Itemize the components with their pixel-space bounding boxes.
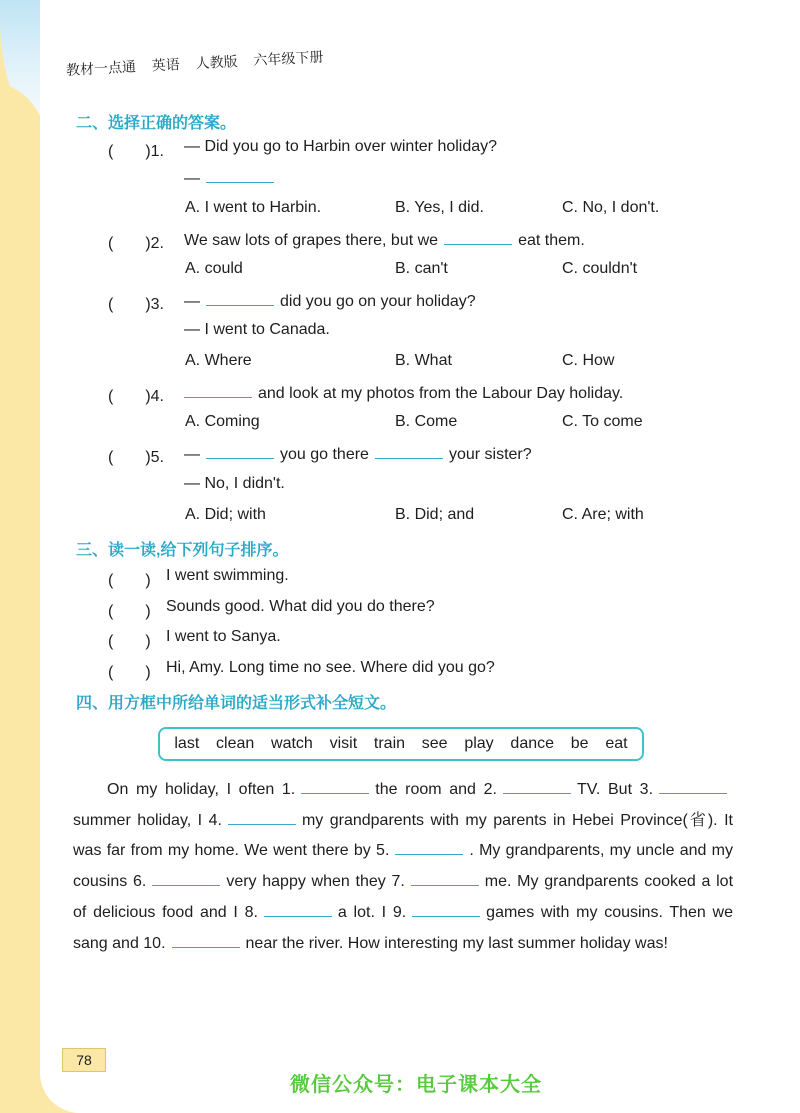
question-text: We saw lots of grapes there, but we [184, 232, 439, 249]
passage-text: me. My grandparents cooked a lot of delicious food and I 8. [73, 873, 734, 921]
answer-blank-4[interactable] [228, 810, 296, 825]
question-text: you go there [280, 446, 369, 463]
answer-blank-9[interactable] [412, 902, 480, 917]
dash: — [184, 446, 200, 463]
dash: — [184, 170, 200, 187]
option-c[interactable]: C. To come [562, 413, 643, 430]
section4-title: 四、用方框中所给单词的适当形式补全短文。 [76, 695, 397, 712]
order-paren[interactable]: ( ) [108, 633, 151, 650]
question-2 [184, 230, 585, 250]
section2-title: 二、选择正确的答案。 [76, 115, 237, 132]
question-4 [184, 383, 623, 403]
dash: — [184, 293, 200, 310]
word: be [570, 735, 589, 752]
question-1: — Did you go to Harbin over winter holiday? [184, 138, 498, 155]
sentence-3: I went to Sanya. [166, 628, 281, 645]
passage-text: . My grandparents, my uncle and my cousins 6. [73, 842, 733, 891]
option-b[interactable]: B. What [395, 352, 452, 369]
option-c[interactable]: C. No, I don't. [562, 199, 660, 216]
word-box [158, 727, 644, 761]
passage-text: the room and 2. [375, 781, 497, 798]
answer-blank[interactable] [206, 444, 274, 459]
answer-blank[interactable] [184, 383, 252, 398]
answer-paren[interactable]: ( )5. [108, 449, 165, 466]
answer-paren[interactable]: ( )4. [108, 388, 165, 405]
answer-blank-8[interactable] [264, 902, 332, 917]
answer-blank-2[interactable] [503, 779, 571, 794]
header-book: 教材一点通 [65, 58, 137, 78]
question-3 [184, 291, 476, 311]
watermark: 微信公众号：电子课本大全 [290, 1074, 542, 1096]
word: last [174, 735, 200, 752]
order-paren[interactable]: ( ) [108, 572, 151, 589]
passage-text: games with my cousins. Then we sang and 10. [73, 903, 733, 952]
answer-blank[interactable] [375, 444, 443, 459]
passage-text: summer holiday, I 4. [73, 811, 222, 829]
answer-paren[interactable]: ( )1. [108, 143, 165, 160]
header-subject: 英语 [151, 56, 181, 74]
answer-blank-1[interactable] [301, 779, 369, 794]
question-3-reply: — I went to Canada. [184, 321, 330, 338]
header-grade: 六年级下册 [252, 48, 324, 69]
answer-blank[interactable] [206, 291, 274, 306]
answer-paren[interactable]: ( )2. [108, 235, 165, 252]
passage-text: TV. But 3. [576, 781, 654, 798]
passage-text: a lot. I 9. [337, 903, 407, 921]
option-a[interactable]: A. could [185, 260, 243, 277]
option-c[interactable]: C. Are; with [562, 506, 644, 523]
option-b[interactable]: B. Yes, I did. [395, 199, 484, 216]
word: watch [271, 735, 313, 752]
option-a[interactable]: A. Did; with [185, 506, 266, 523]
header-edition: 人教版 [195, 53, 238, 72]
question-text: and look at my photos from the Labour Day holiday. [258, 385, 624, 402]
word: see [421, 735, 448, 752]
sentence-4: Hi, Amy. Long time no see. Where did you go? [166, 659, 495, 676]
passage-text: my grandparents with my parents in Hebei Province(省). It was far from my home. We went there by 5. [73, 811, 733, 860]
order-paren[interactable]: ( ) [108, 664, 151, 681]
answer-blank-6[interactable] [152, 871, 220, 886]
sentence-2: Sounds good. What did you do there? [166, 598, 435, 615]
option-b[interactable]: B. Come [395, 413, 458, 430]
option-a[interactable]: A. Where [185, 352, 252, 369]
word: clean [216, 735, 255, 752]
answer-paren[interactable]: ( )3. [108, 296, 165, 313]
question-text: eat them. [518, 232, 585, 249]
option-b[interactable]: B. Did; and [395, 506, 475, 523]
answer-blank-3[interactable] [659, 779, 727, 794]
word: eat [605, 735, 628, 752]
order-paren[interactable]: ( ) [108, 603, 151, 620]
word: play [464, 735, 494, 752]
question-1-reply [184, 168, 280, 188]
passage-text: very happy when they 7. [226, 873, 405, 891]
option-b[interactable]: B. can't [395, 260, 448, 277]
word: train [373, 735, 406, 752]
section3-title: 三、读一读,给下列句子排序。 [76, 542, 289, 559]
answer-blank-7[interactable] [411, 871, 479, 886]
option-c[interactable]: C. How [562, 352, 615, 369]
page-number: 78 [62, 1048, 106, 1072]
question-5 [184, 444, 532, 464]
word: visit [329, 735, 358, 752]
question-text: did you go on your holiday? [280, 293, 476, 310]
answer-blank[interactable] [444, 230, 512, 245]
cloze-passage [73, 775, 733, 959]
sentence-1: I went swimming. [166, 567, 289, 584]
question-text: your sister? [448, 446, 532, 463]
answer-blank[interactable] [206, 168, 274, 183]
word: dance [510, 735, 555, 752]
passage-text: On my holiday, I often 1. [107, 781, 296, 798]
option-c[interactable]: C. couldn't [562, 260, 638, 277]
answer-blank-10[interactable] [172, 933, 240, 948]
passage-text: near the river. How interesting my last summer holiday was! [245, 934, 668, 952]
answer-blank-5[interactable] [395, 840, 463, 855]
option-a[interactable]: A. Coming [185, 413, 260, 430]
option-a[interactable]: A. I went to Harbin. [185, 199, 322, 216]
question-5-reply: — No, I didn't. [184, 475, 285, 492]
